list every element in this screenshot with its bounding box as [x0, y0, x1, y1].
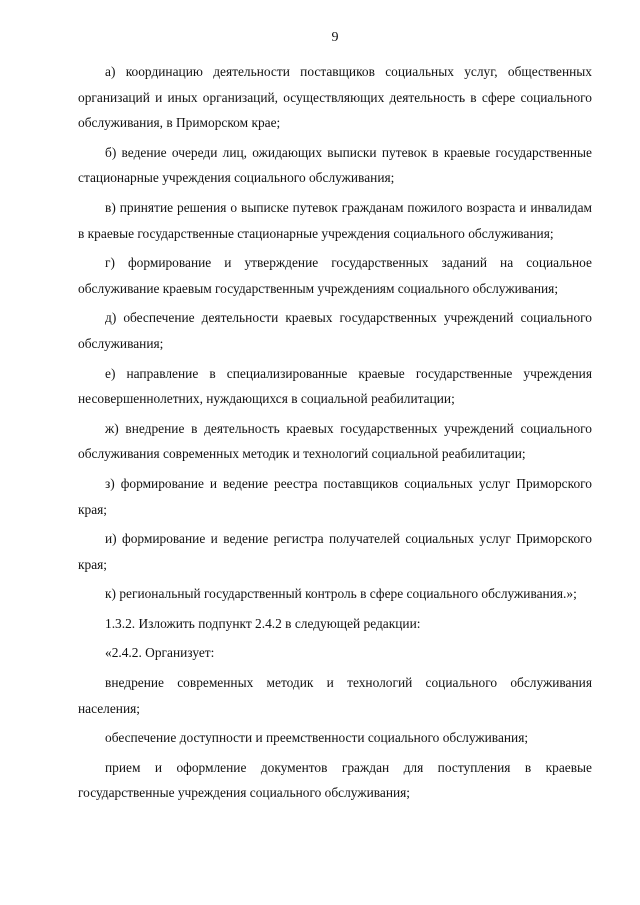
paragraph-e: е) направление в специализированные краевые государственные учреждения несовершеннолетних, нуждающихся в социальной реабилитации;: [78, 365, 592, 407]
paragraph-d: д) обеспечение деятельности краевых государственных учреждений социального обслуживания;: [78, 310, 592, 351]
paragraph-g: г) формирование и утверждение государственных заданий на социальное обслуживание краевым государственным учреждениям социального обслуживания;: [78, 255, 592, 296]
document-body: [78, 59, 592, 810]
page-number: 9: [331, 30, 339, 45]
paragraph-1-3-2: 1.3.2. Изложить подпункт 2.4.2 в следующей редакции:: [105, 615, 421, 631]
paragraph-zh: ж) внедрение в деятельность краевых государственных учреждений социального обслуживания современных методик и технологий социальной реабилитации;: [78, 420, 592, 462]
paragraph-v: в) принятие решения о выписке путевок гражданам пожилого возраста и инвалидам в краевые государственные стационарные учреждения социального обслуживания;: [78, 199, 592, 241]
paragraph-i: и) формирование и ведение регистра получателей социальных услуг Приморского края;: [78, 531, 592, 572]
paragraph-b: б) ведение очереди лиц, ожидающих выписки путевок в краевые государственные стационарные учреждения социального обслуживания;: [78, 144, 592, 186]
paragraph-k: к) региональный государственный контроль в сфере социального обслуживания.»;: [105, 586, 577, 602]
paragraph-accessibility: обеспечение доступности и преемственности социального обслуживания;: [105, 730, 529, 746]
paragraph-z: з) формирование и ведение реестра поставщиков социальных услуг Приморского края;: [78, 475, 592, 517]
paragraph-2-4-2-heading: «2.4.2. Организует:: [105, 645, 215, 661]
paragraph-methods: внедрение современных методик и технологий социального обслуживания населения;: [78, 675, 592, 716]
paragraph-a: а) координацию деятельности поставщиков социальных услуг, общественных организаций и иных организаций, осуществляющих деятельность в сфере социального обслуживания, в Приморском крае;: [78, 64, 592, 131]
paragraph-documents: прием и оформление документов граждан для поступления в краевые государственные учреждения социального обслуживания;: [78, 759, 592, 801]
